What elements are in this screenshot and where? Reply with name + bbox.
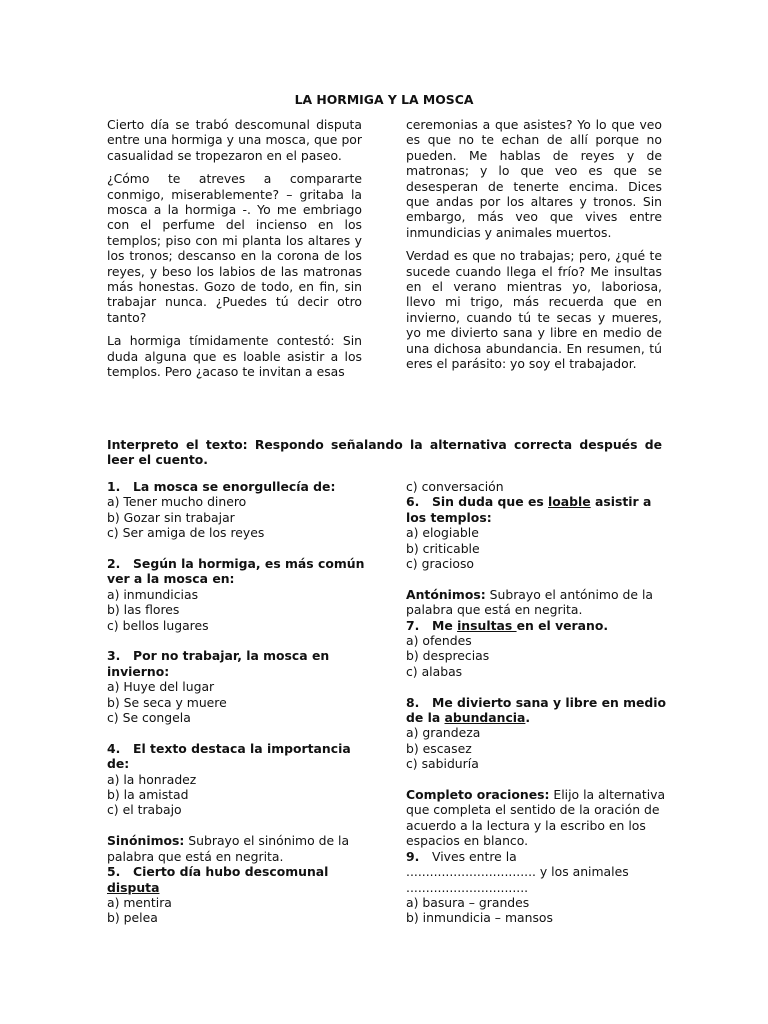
highlighted-word: disputa bbox=[107, 879, 160, 895]
option: c) sabiduría bbox=[406, 756, 479, 772]
question-9 bbox=[406, 849, 668, 864]
question-number: 7. bbox=[406, 617, 420, 633]
highlighted-word: loable bbox=[548, 494, 591, 510]
story-paragraph: Cierto día se trabó descomunal disputa entre una hormiga y una mosca, que por casualidad se tropezaron en el paseo. bbox=[107, 117, 362, 163]
question-text: Sin duda que es bbox=[432, 494, 549, 510]
question-7 bbox=[406, 618, 668, 633]
questions-column-left bbox=[107, 479, 377, 926]
questions-column-right bbox=[406, 479, 668, 926]
question-6 bbox=[406, 494, 668, 525]
question-text: en el verano. bbox=[516, 617, 609, 633]
option: c) bellos lugares bbox=[107, 617, 209, 633]
synonyms-section bbox=[107, 833, 377, 925]
section-heading: Antónimos: bbox=[406, 586, 486, 602]
question-number: 6. bbox=[406, 494, 420, 510]
question-text: asistir a los templos: bbox=[406, 494, 652, 525]
story-column-left bbox=[107, 117, 362, 388]
section-text: Elijo la alternativa que completa el sentido de la oración de acuerdo a la lectura y la escribo en los espacios en blanco. bbox=[406, 787, 666, 849]
question-text: La mosca se enorgullecía de: bbox=[133, 479, 336, 494]
option: b) Se seca y muere bbox=[107, 694, 227, 710]
question-text: Me bbox=[432, 617, 458, 633]
option: a) inmundicias bbox=[107, 586, 199, 602]
option: b) la amistad bbox=[107, 787, 189, 803]
question-2 bbox=[107, 556, 377, 633]
question-text: Vives entre la bbox=[432, 848, 517, 864]
blank-line: ............................... bbox=[406, 879, 529, 895]
blank-line: ................................. y los animales bbox=[406, 864, 629, 880]
option: a) basura – grandes bbox=[406, 894, 530, 910]
highlighted-word: abundancia bbox=[444, 710, 526, 726]
option: c) el trabajo bbox=[107, 802, 182, 818]
question-number: 3. bbox=[107, 648, 121, 664]
question-3 bbox=[107, 648, 377, 725]
question-number: 1. bbox=[107, 479, 121, 494]
section-heading: Sinónimos: bbox=[107, 833, 185, 849]
story-paragraph: ¿Cómo te atreves a compararte conmigo, miserablemente? – gritaba la mosca a la hormiga -. Yo me embriago con el perfume del incienso en los templos; piso con mi planta los altares y los tronos; descanso en la corona de los reyes, y beso los labios de las matronas más honestas. Gozo de todo, en fin, sin trabajar nunca. ¿Puedes tú decir otro tanto? bbox=[107, 171, 362, 325]
story-column-right bbox=[406, 117, 662, 380]
question-1 bbox=[107, 479, 377, 541]
antonyms-section bbox=[406, 587, 668, 679]
option: a) ofendes bbox=[406, 633, 472, 649]
option: c) alabas bbox=[406, 663, 463, 679]
option: b) pelea bbox=[107, 910, 158, 926]
option: a) grandeza bbox=[406, 725, 481, 741]
story-paragraph: La hormiga tímidamente contestó: Sin duda alguna que es loable asistir a los templos. Pero ¿acaso te invitan a esas bbox=[107, 333, 362, 380]
option: a) Tener mucho dinero bbox=[107, 494, 247, 510]
section-text: Subrayo el antónimo de la palabra que está en negrita. bbox=[406, 586, 653, 618]
option: a) mentira bbox=[107, 894, 172, 910]
option: b) escasez bbox=[406, 740, 472, 756]
story-paragraph: ceremonias a que asistes? Yo lo que veo es que no te echan de allí porque no pueden. Me hablas de reyes y de matronas; y lo que veo es que se desesperan de tenerte encima. Dices que andas por los altares y tronos. Sin embargo, más veo que vives entre inmundicias y animales muertos. bbox=[406, 117, 662, 240]
option: a) Huye del lugar bbox=[107, 679, 215, 695]
option: c) gracioso bbox=[406, 556, 475, 572]
option: c) conversación bbox=[406, 479, 504, 494]
question-text: Por no trabajar, la mosca en invierno: bbox=[107, 648, 330, 679]
option: a) la honradez bbox=[107, 771, 197, 787]
section-heading: Completo oraciones: bbox=[406, 787, 550, 803]
option: b) inmundicia – mansos bbox=[406, 910, 553, 926]
question-text: Me divierto sana y libre en medio de la bbox=[406, 694, 667, 726]
question-text: Según la hormiga, es más común ver a la mosca en: bbox=[107, 556, 365, 587]
page-title: LA HORMIGA Y LA MOSCA bbox=[294, 92, 474, 107]
question-number: 8. bbox=[406, 694, 420, 710]
section-text: Subrayo el sinónimo de la palabra que está en negrita. bbox=[107, 833, 350, 864]
question-text: El texto destaca la importancia de: bbox=[107, 740, 351, 772]
question-number: 9. bbox=[406, 848, 420, 864]
option: b) criticable bbox=[406, 540, 480, 556]
story-paragraph: Verdad es que no trabajas; pero, ¿qué te sucede cuando llega el frío? Me insultas en el verano mientras yo, laboriosa, llevo mi trigo, más recuerda que en invierno, cuando tú te secas y mueres, yo me divierto sana y libre en medio de una dichosa abundancia. En resumen, tú eres el parásito: yo soy el trabajador. bbox=[406, 248, 662, 372]
question-text: Cierto día hubo descomunal bbox=[133, 864, 329, 880]
complete-section bbox=[406, 787, 668, 926]
option: c) Se congela bbox=[107, 710, 191, 726]
question-4 bbox=[107, 741, 377, 818]
option: b) desprecias bbox=[406, 648, 490, 664]
option: a) elogiable bbox=[406, 525, 479, 541]
highlighted-word: insultas bbox=[457, 617, 517, 633]
option: c) Ser amiga de los reyes bbox=[107, 525, 265, 541]
question-text: . bbox=[525, 710, 531, 726]
question-number: 5. bbox=[107, 864, 121, 880]
option: b) las flores bbox=[107, 602, 180, 618]
question-number: 4. bbox=[107, 740, 121, 756]
question-number: 2. bbox=[107, 556, 121, 572]
question-8 bbox=[406, 695, 668, 772]
instructions: Interpreto el texto: Respondo señalando la alternativa correcta después de leer el cuento. bbox=[107, 437, 662, 468]
question-5 bbox=[107, 864, 377, 895]
option: b) Gozar sin trabajar bbox=[107, 509, 235, 525]
